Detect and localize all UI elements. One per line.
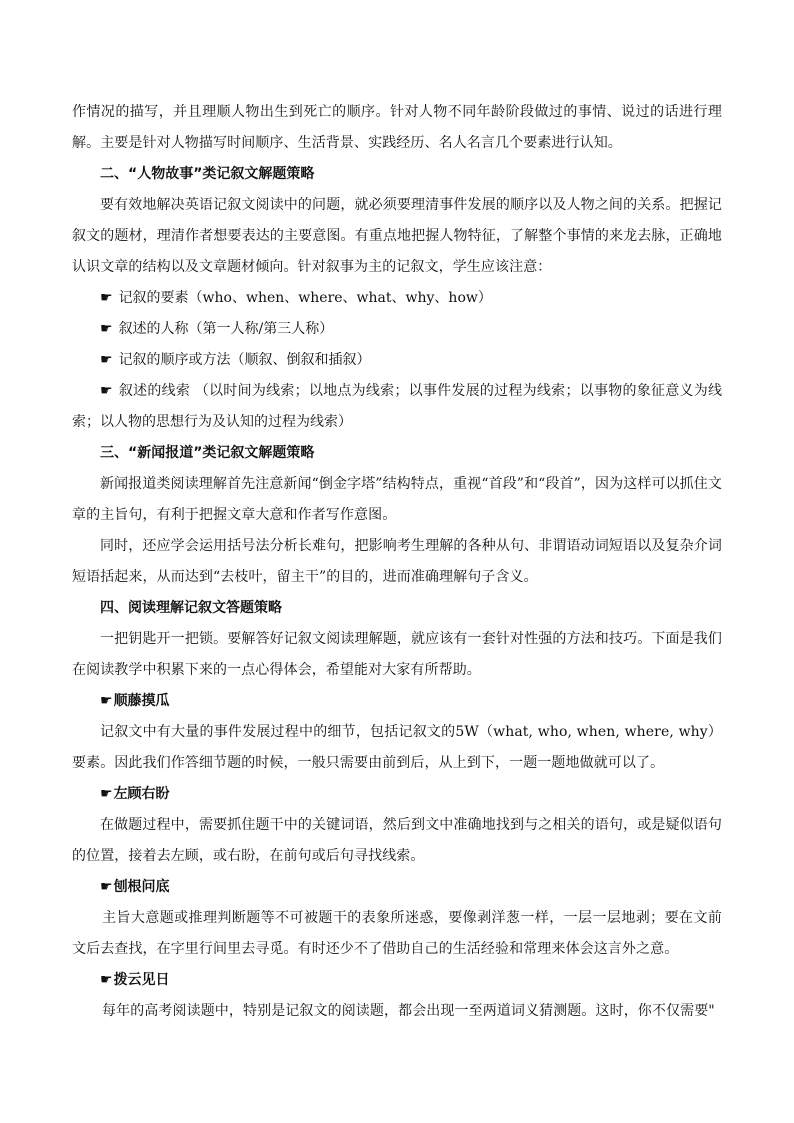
pointing-hand-icon: ☛	[100, 693, 113, 709]
bullet-text: 叙述的人称（第一人称/第三人称）	[118, 321, 334, 337]
intro-paragraph: 作情况的描写，并且理顺人物出生到死亡的顺序。针对人物不同年龄阶段做过的事情、说过的话进行理解。主要是针对人物描写时间顺序、生活背景、实践经历、名人名言几个要素进行认知。	[72, 104, 722, 151]
subheading-text: 拨云见日	[113, 972, 170, 988]
bullet-item-2	[72, 314, 722, 345]
pointing-hand-icon: ☛	[100, 786, 113, 802]
bullet-item-4	[72, 376, 722, 438]
pointing-hand-icon: ☛	[100, 383, 113, 399]
subheading-1	[72, 686, 722, 717]
bullet-text: 记叙的顺序或方法（顺叙、倒叙和插叙）	[118, 352, 371, 368]
section-heading-4: 四、阅读理解记叙文答题策略	[100, 600, 282, 616]
subsection-4-paragraph: 每年的高考阅读题中，特别是记叙文的阅读题，都会出现一至两道词义猜测题。这时，你不仅需要"	[102, 1003, 715, 1019]
section-3-paragraph-b: 同时，还应学会运用括号法分析长难句，把影响考生理解的各种从句、非谓语动词短语以及复杂介词短语括起来，从而达到“去枝叶，留主干”的目的，进而准确理解句子含义。	[72, 538, 722, 585]
section-4-paragraph: 一把钥匙开一把锁。要解答好记叙文阅读理解题，就应该有一套针对性强的方法和技巧。下面是我们在阅读教学中积累下来的一点心得体会，希望能对大家有所帮助。	[72, 631, 722, 678]
bullet-item-3	[72, 345, 722, 376]
subsection-3-paragraph: 主旨大意题或推理判断题等不可被题干的表象所迷惑，要像剥洋葱一样，一层一层地剥；要在文前文后去查找，在字里行间里去寻觅。有时还少不了借助自己的生活经验和常理来体会这言外之意。	[72, 910, 722, 957]
bullet-text: 叙述的线索 （以时间为线索；以地点为线索；以事件发展的过程为线索；以事物的象征意义为线索；以人物的思想行为及认知的过程为线索）	[72, 383, 722, 430]
pointing-hand-icon: ☛	[100, 290, 113, 306]
subheading-4	[72, 965, 722, 996]
bullet-text: 记叙的要素（who、when、where、what、why、how）	[118, 290, 492, 306]
section-heading-2: 二、“人物故事”类记叙文解题策略	[100, 166, 315, 182]
bullet-item-1	[72, 283, 722, 314]
subheading-3	[72, 872, 722, 903]
section-heading-3: 三、“新闻报道”类记叙文解题策略	[100, 445, 315, 461]
pointing-hand-icon: ☛	[100, 321, 113, 337]
subsection-1-paragraph: 记叙文中有大量的事件发展过程中的细节，包括记叙文的5W（what, who, when, where, why）要素。因此我们作答细节题的时候，一般只需要由前到后，从上到下，一题一题地做就可以了。	[72, 724, 722, 771]
subheading-text: 左顾右盼	[113, 786, 170, 802]
subheading-text: 刨根问底	[113, 879, 170, 895]
section-3-paragraph-a: 新闻报道类阅读理解首先注意新闻“倒金字塔”结构特点，重视“首段”和“段首”，因为这样可以抓住文章的主旨句，有利于把握文章大意和作者写作意图。	[72, 476, 722, 523]
subheading-2	[72, 779, 722, 810]
pointing-hand-icon: ☛	[100, 972, 113, 988]
pointing-hand-icon: ☛	[100, 879, 113, 895]
subsection-2-paragraph: 在做题过程中，需要抓住题干中的关键词语，然后到文中准确地找到与之相关的语句，或是疑似语句的位置，接着去左顾，或右盼，在前句或后句寻找线索。	[72, 817, 722, 864]
pointing-hand-icon: ☛	[100, 352, 113, 368]
section-2-paragraph: 要有效地解决英语记叙文阅读中的问题，就必须要理清事件发展的顺序以及人物之间的关系。把握记叙文的题材，理清作者想要表达的主要意图。有重点地把握人物特征，了解整个事情的来龙去脉，正确地认识文章的结构以及文章题材倾向。针对叙事为主的记叙文，学生应该注意：	[72, 197, 722, 275]
subheading-text: 顺藤摸瓜	[113, 693, 170, 709]
